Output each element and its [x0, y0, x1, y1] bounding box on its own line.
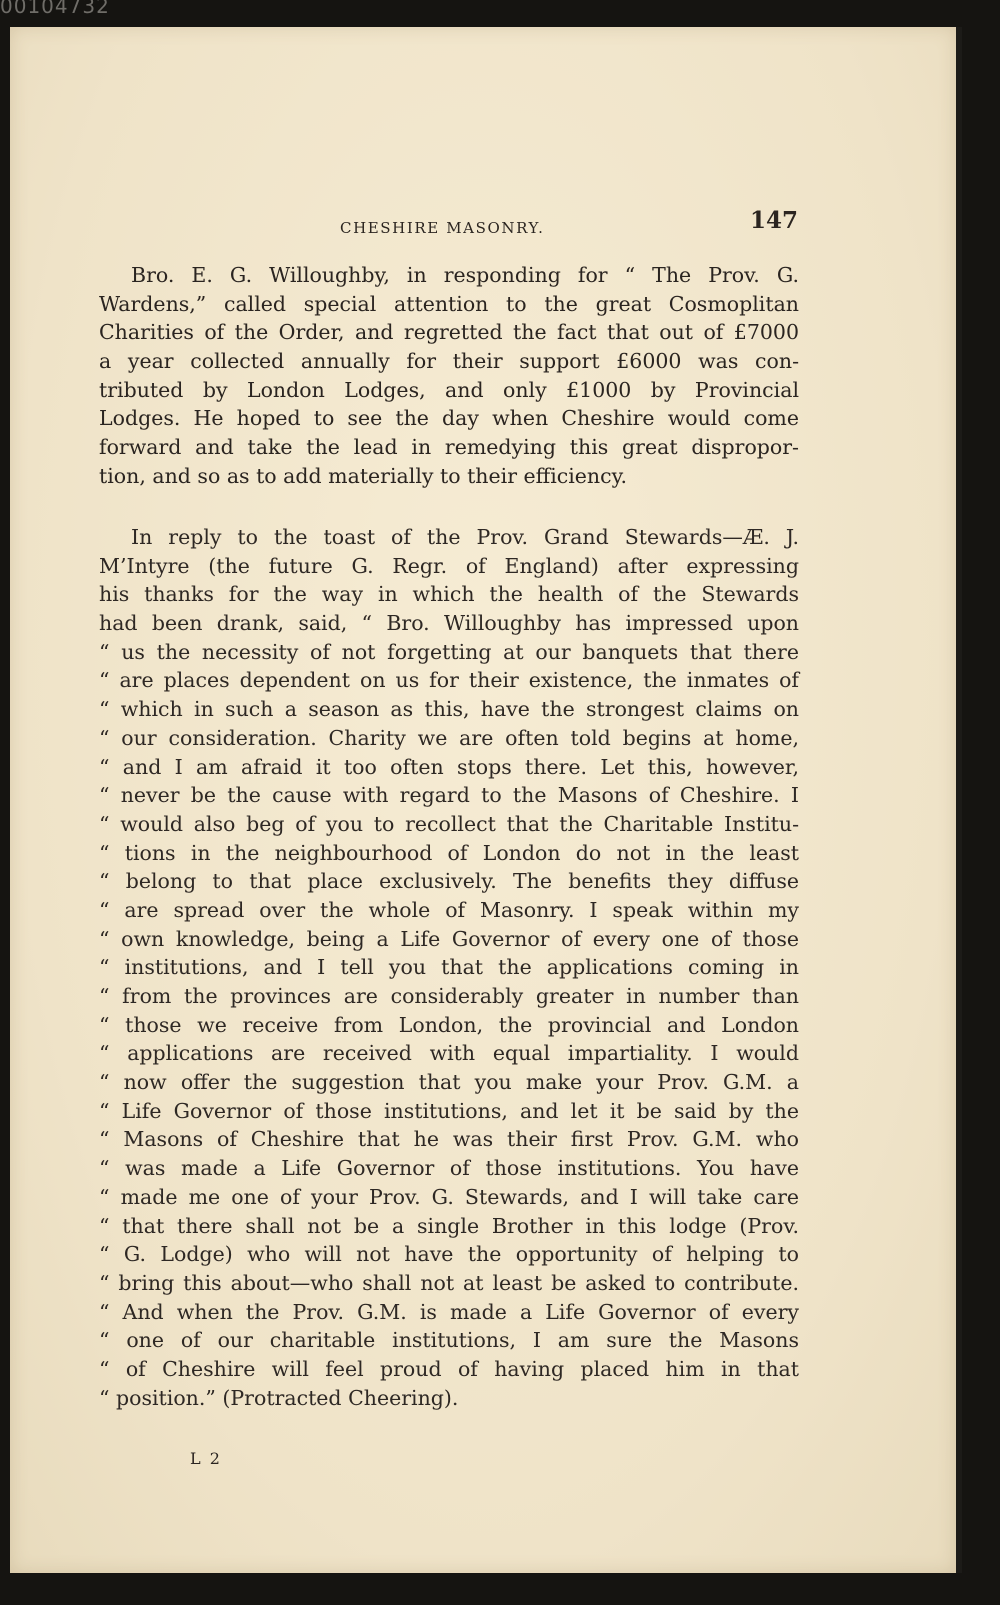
text-line: “ would also beg of you to recollect that the Charitable Institu- — [99, 811, 799, 836]
text-line: “ made me one of your Prov. G. Stewards, and I will take care — [99, 1184, 799, 1209]
text-line: “ those we receive from London, the provincial and London — [99, 1012, 799, 1037]
text-line: “ applications are received with equal impartiality. I would — [99, 1041, 799, 1066]
text-line: a year collected annually for their support £6000 was con- — [99, 349, 799, 374]
signature-mark: L 2 — [190, 1449, 222, 1468]
text-line: “ of Cheshire will feel proud of having placed him in that — [99, 1356, 799, 1381]
text-line: had been drank, said, “ Bro. Willoughby has impressed upon — [99, 611, 799, 636]
running-title: CHESHIRE MASONRY. — [340, 219, 545, 237]
paragraph-willoughby — [99, 261, 799, 491]
text-line: Wardens,” called special attention to the great Cosmoplitan — [99, 291, 799, 316]
text-line: M’Intyre (the future G. Regr. of England) after expressing — [99, 553, 799, 578]
text-line: Bro. E. G. Willoughby, in responding for “ The Prov. G. — [131, 263, 799, 287]
text-line: “ are places dependent on us for their existence, the inmates of — [99, 668, 799, 693]
text-line: forward and take the lead in remedying this great dispropor- — [99, 435, 799, 460]
text-line: tion, and so as to add materially to their efficiency. — [99, 463, 627, 488]
text-line: “ own knowledge, being a Life Governor of every one of those — [99, 926, 799, 951]
text-line: “ position.” (Protracted Cheering). — [99, 1385, 459, 1410]
running-head — [10, 203, 956, 243]
text-line: “ was made a Life Governor of those institutions. You have — [99, 1156, 799, 1181]
text-line: “ and I am afraid it too often stops there. Let this, however, — [99, 754, 799, 779]
text-line: “ from the provinces are considerably greater in number than — [99, 984, 799, 1008]
text-line: In reply to the toast of the Prov. Grand Stewards—Æ. J. — [131, 525, 799, 549]
text-line: “ our consideration. Charity we are often told begins at home, — [99, 725, 799, 750]
text-line: “ tions in the neighbourhood of London do not in the least — [99, 840, 799, 865]
text-line: “ bring this about—who shall not at least be asked to contribute. — [99, 1270, 799, 1295]
text-line: “ And when the Prov. G.M. is made a Life Governor of every — [99, 1299, 799, 1324]
text-line: “ one of our charitable institutions, I am sure the Masons — [99, 1328, 799, 1353]
page-number: 147 — [750, 207, 799, 234]
text-line: “ now offer the suggestion that you make your Prov. G.M. a — [99, 1070, 799, 1095]
text-line: “ which in such a season as this, have the strongest claims on — [99, 697, 799, 722]
text-line: “ G. Lodge) who will not have the opportunity of helping to — [99, 1242, 799, 1267]
text-line: “ are spread over the whole of Masonry. I speak within my — [99, 897, 799, 922]
text-line: “ never be the cause with regard to the Masons of Cheshire. I — [99, 783, 799, 808]
text-line: Lodges. He hoped to see the day when Cheshire would come — [99, 406, 799, 431]
text-line: Charities of the Order, and regretted the fact that out of £7000 — [99, 320, 799, 345]
book-page — [10, 27, 956, 1573]
scan-id-fragment: 00104732 — [0, 0, 110, 18]
text-line: “ belong to that place exclusively. The benefits they diffuse — [99, 869, 799, 894]
text-line: “ Masons of Cheshire that he was their first Prov. G.M. who — [99, 1127, 799, 1152]
text-line: “ Life Governor of those institutions, and let it be said by the — [99, 1098, 799, 1123]
paragraph-mintyre — [99, 523, 799, 1412]
text-line: “ institutions, and I tell you that the applications coming in — [99, 955, 799, 980]
text-line: tributed by London Lodges, and only £1000 by Provincial — [99, 377, 799, 402]
text-line: “ that there shall not be a single Brother in this lodge (Prov. — [99, 1213, 799, 1238]
page-edge-shadow — [956, 27, 962, 1573]
text-line: his thanks for the way in which the health of the Stewards — [99, 582, 799, 607]
text-line: “ us the necessity of not forgetting at our banquets that there — [99, 639, 799, 664]
